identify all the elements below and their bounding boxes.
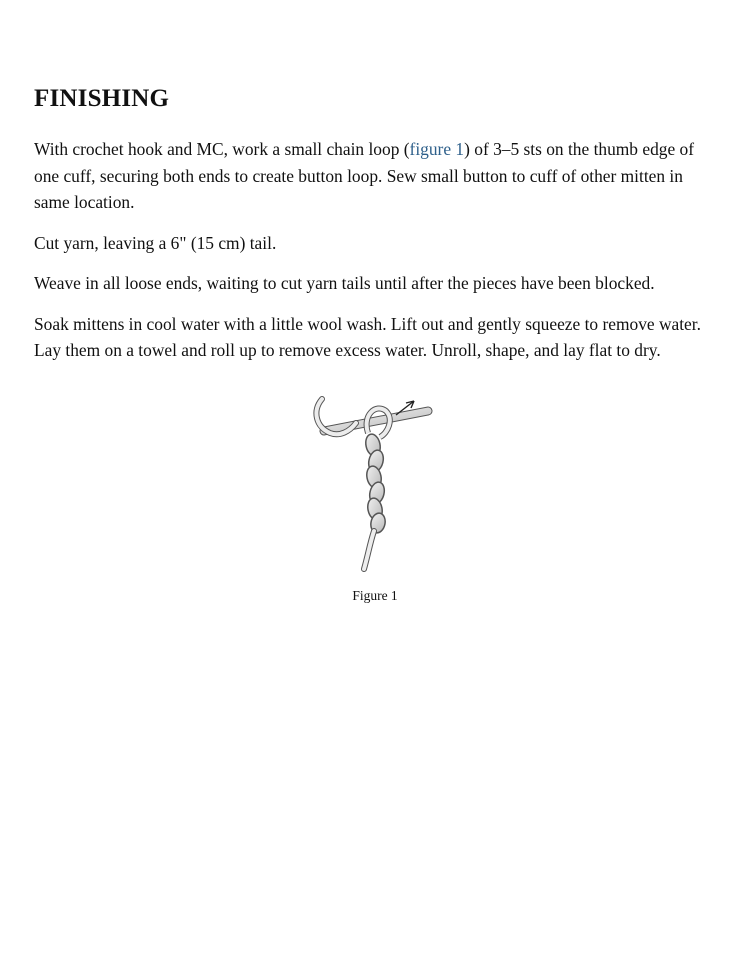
paragraph-soak-mittens: Soak mittens in cool water with a little wool wash. Lift out and gently squeeze to remove water. Lay them on a towel and roll up to remove excess water. Unroll, shape, and lay flat to dry. <box>34 313 701 360</box>
paragraph-chain-loop <box>34 136 720 216</box>
figure-1-link[interactable]: figure 1 <box>409 139 465 159</box>
crochet-chain-illustration-icon <box>310 393 440 573</box>
paragraph-text: ) of 3–5 sts on the thumb edge of one cuff, securing both ends to create button loop. Sew small button to cuff of other mitten in same location. <box>34 139 695 212</box>
figure-caption: Figure 1 <box>352 588 398 603</box>
page-title: FINISHING <box>34 85 170 112</box>
page-content <box>34 84 720 378</box>
figure-1 <box>0 393 750 604</box>
paragraph-text: With crochet hook and MC, work a small chain loop ( <box>34 139 410 159</box>
paragraph-weave-ends: Weave in all loose ends, waiting to cut yarn tails until after the pieces have been blocked. <box>34 273 655 293</box>
paragraph-cut-yarn: Cut yarn, leaving a 6" (15 cm) tail. <box>34 232 277 253</box>
